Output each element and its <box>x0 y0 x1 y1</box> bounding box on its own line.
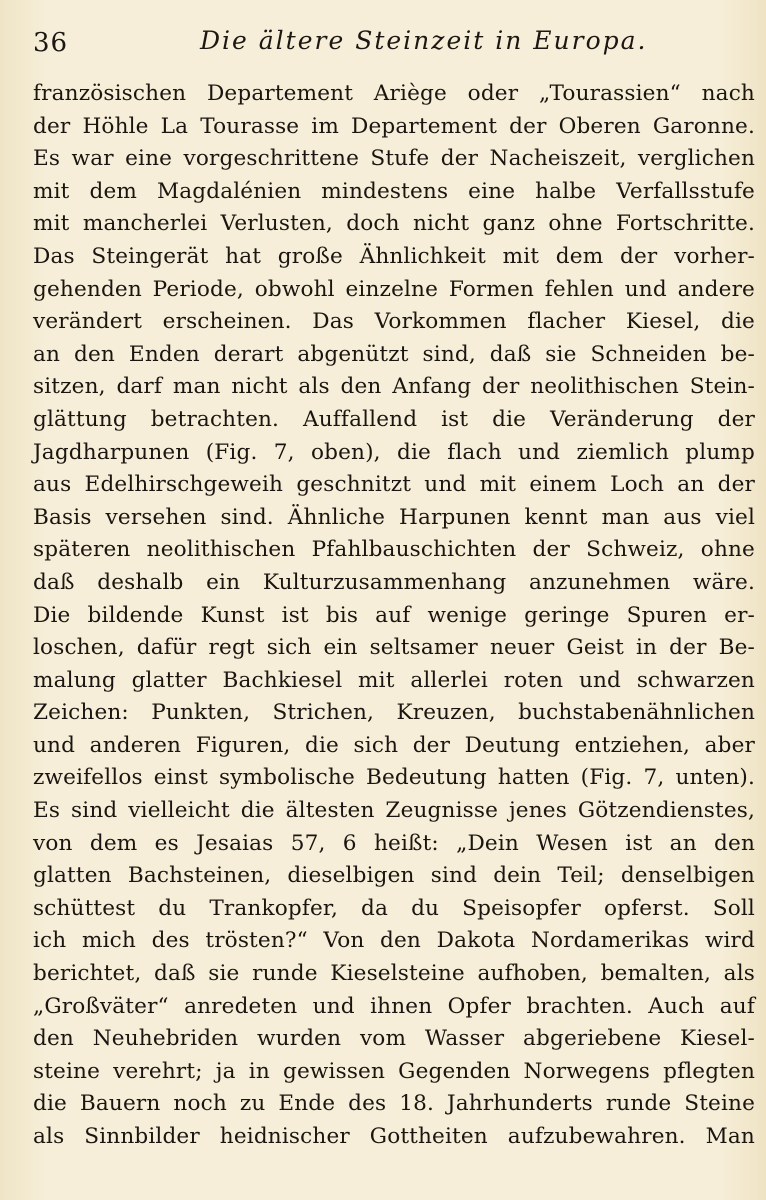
text-line: ich mich des trösten?“ Von den Dakota Nordamerikas wird <box>33 928 755 954</box>
text-line: gehenden Periode, obwohl einzelne Formen fehlen und andere <box>33 276 755 302</box>
text-line: an den Enden derart abgenützt sind, daß sie Schneiden be- <box>33 341 755 367</box>
page-number: 36 <box>33 28 69 58</box>
text-line: französischen Departement Ariège oder „Tourassien“ nach <box>33 81 755 106</box>
text-line: loschen, dafür regt sich ein seltsamer neuer Geist in der Be- <box>33 635 755 661</box>
text-line: Es sind vielleicht die ältesten Zeugnisse jenes Götzendienstes, <box>33 798 755 824</box>
text-line: Zeichen: Punkten, Strichen, Kreuzen, buchstabenähnlichen <box>33 700 755 726</box>
text-line: „Großväter“ anredeten und ihnen Opfer brachten. Auch auf <box>33 993 755 1019</box>
text-line: berichtet, daß sie runde Kieselsteine aufhoben, bemalten, als <box>33 961 755 987</box>
text-line: verändert erscheinen. Das Vorkommen flacher Kiesel, die <box>33 309 755 335</box>
text-line: späteren neolithischen Pfahlbauschichten der Schweiz, ohne <box>33 537 755 563</box>
text-line: mit dem Magdalénien mindestens eine halbe Verfallsstufe <box>33 178 755 204</box>
text-line: steine verehrt; ja in gewissen Gegenden Norwegens pflegten <box>33 1058 755 1084</box>
text-line: Das Steingerät hat große Ähnlichkeit mit dem der vorher- <box>33 243 755 269</box>
text-line: glättung betrachten. Auffallend ist die Veränderung der <box>33 406 755 432</box>
text-line: zweifellos einst symbolische Bedeutung hatten (Fig. 7, unten). <box>33 765 755 791</box>
text-line: mit mancherlei Verlusten, doch nicht ganz ohne Fortschritte. <box>33 211 755 237</box>
text-line: aus Edelhirschgeweih geschnitzt und mit einem Loch an der <box>33 472 755 498</box>
text-line: Die bildende Kunst ist bis auf wenige geringe Spuren er- <box>33 602 755 628</box>
running-head: Die ältere Steinzeit in Europa. <box>200 26 648 55</box>
text-line: sitzen, darf man nicht als den Anfang der neolithischen Stein- <box>33 374 755 400</box>
body-text <box>33 78 755 1154</box>
text-line: die Bauern noch zu Ende des 18. Jahrhunderts runde Steine <box>33 1091 755 1117</box>
text-line: schüttest du Trankopfer, da du Speisopfer opferst. Soll <box>33 895 755 921</box>
text-line: Es war eine vorgeschrittene Stufe der Nacheiszeit, verglichen <box>33 146 755 172</box>
text-line: daß deshalb ein Kulturzusammenhang anzunehmen wäre. <box>33 569 755 595</box>
text-line: glatten Bachsteinen, dieselbigen sind dein Teil; denselbigen <box>33 863 755 889</box>
text-line: als Sinnbilder heidnischer Gottheiten aufzubewahren. Man <box>33 1124 755 1149</box>
text-line: malung glatter Bachkiesel mit allerlei roten und schwarzen <box>33 667 755 693</box>
text-line: der Höhle La Tourasse im Departement der Oberen Garonne. <box>33 113 755 139</box>
text-line: Basis versehen sind. Ähnliche Harpunen kennt man aus viel <box>33 504 755 530</box>
page-header <box>0 22 766 62</box>
text-line: den Neuhebriden wurden vom Wasser abgeriebene Kiesel- <box>33 1026 755 1052</box>
text-line: Jagdharpunen (Fig. 7, oben), die flach und ziemlich plump <box>33 439 755 465</box>
text-line: von dem es Jesaias 57, 6 heißt: „Dein Wesen ist an den <box>33 830 755 856</box>
text-line: und anderen Figuren, die sich der Deutung entziehen, aber <box>33 732 755 758</box>
